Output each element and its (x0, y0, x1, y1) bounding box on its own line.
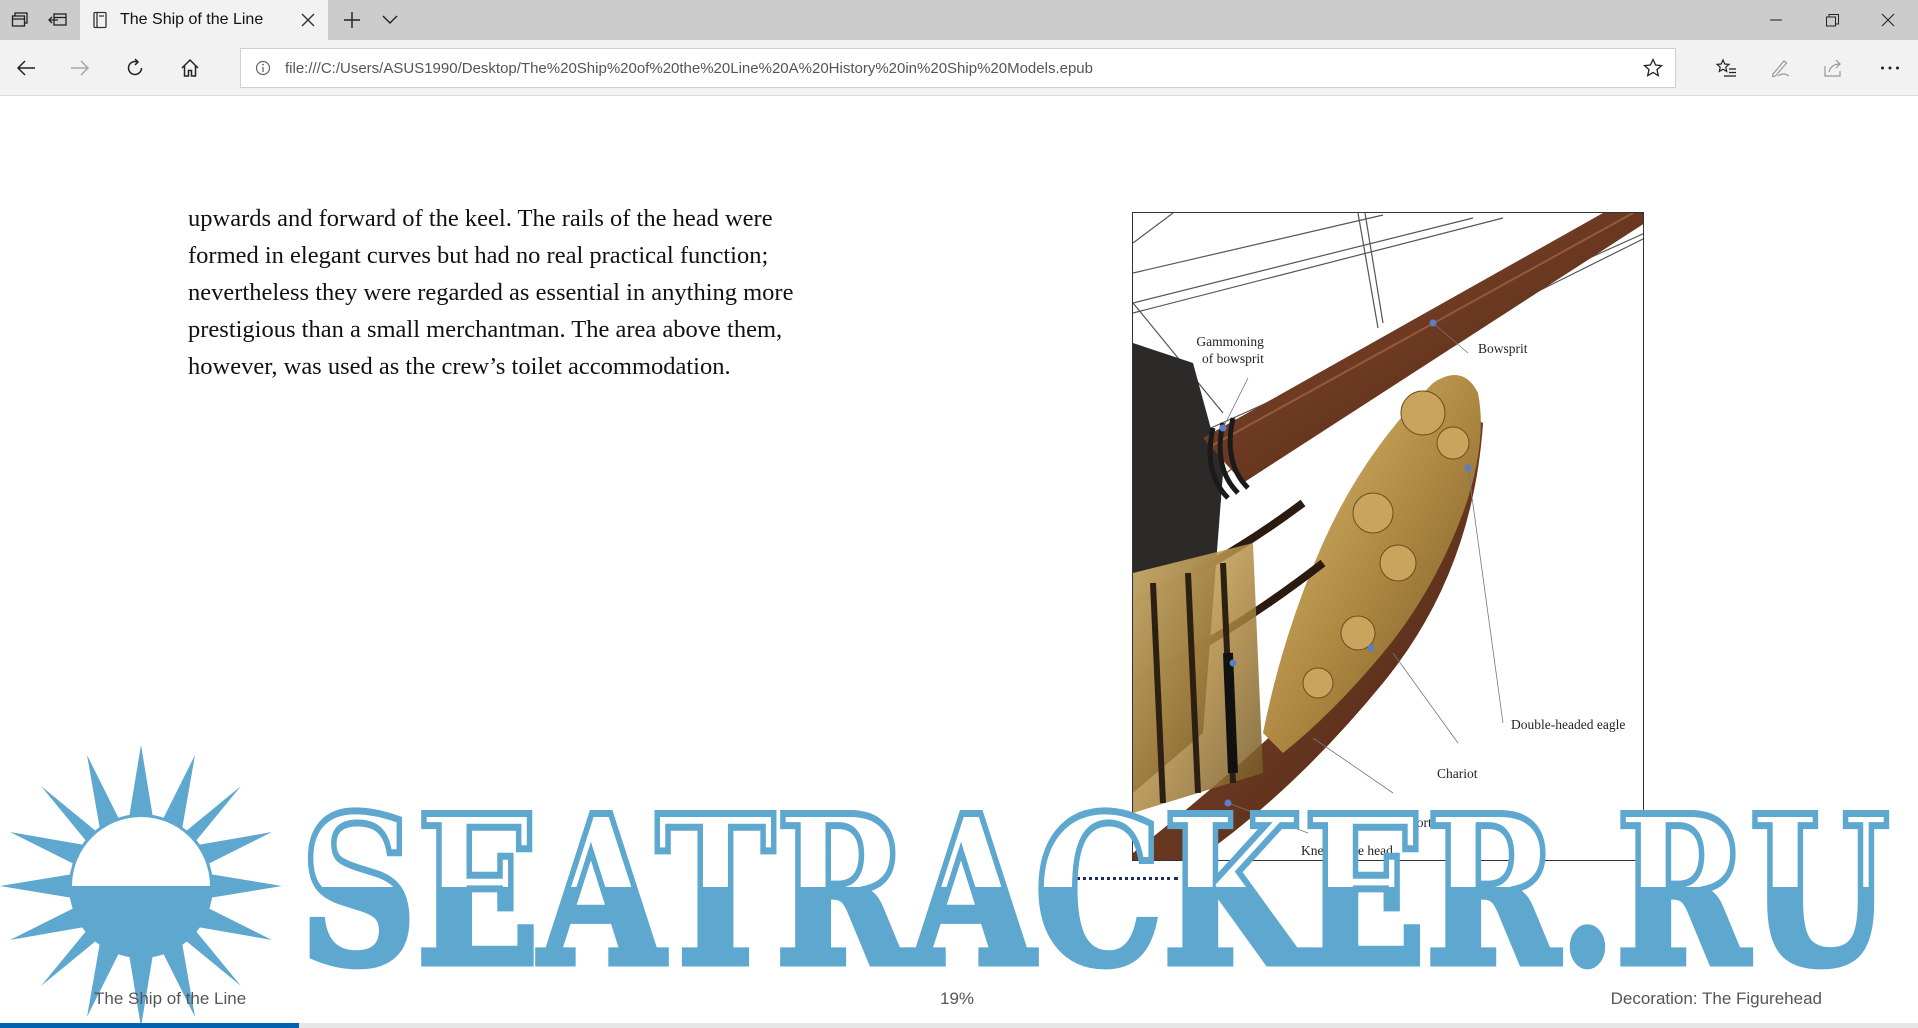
arrow-right-icon (70, 59, 90, 77)
footer-book-title: The Ship of the Line (94, 989, 247, 1008)
navigation-bar (0, 40, 1918, 96)
tabs-aside-icon (11, 11, 29, 29)
url-text[interactable]: file:///C:/Users/ASUS1990/Desktop/The%20Ship%20of%20the%20Line%20A%20History%20in%20Ship%20Models.epub (285, 59, 1093, 77)
more-button[interactable] (1870, 48, 1910, 88)
set-aside-tabs-icon (48, 11, 68, 29)
address-bar[interactable] (240, 48, 1676, 88)
tab-the-ship-of-the-line[interactable] (80, 0, 328, 40)
book-icon (80, 0, 120, 40)
plus-icon (343, 11, 361, 29)
seatracker-watermark (300, 798, 1900, 973)
close-window-button[interactable] (1860, 0, 1916, 40)
footer-progress-percent: 19% (940, 989, 975, 1008)
minimize-button[interactable] (1748, 0, 1804, 40)
ellipsis-icon (1880, 66, 1900, 70)
favorites-button[interactable] (1706, 48, 1746, 88)
forward-button[interactable] (60, 48, 100, 88)
callout-gammoning (1194, 333, 1264, 367)
figurehead-illustration (1132, 212, 1644, 861)
book-paragraph: upwards and forward of the keel. The rails of the head were formed in elegant curves but had no real practical function; nevertheless they were regarded as essential in anything more prestigious than a small merchantman. The area above them, however, was used as the crew’s toilet accommodation. (188, 205, 794, 380)
share-button[interactable] (1814, 48, 1854, 88)
arrow-left-icon (16, 59, 36, 77)
callout-chariot: Chariot (1437, 766, 1478, 781)
add-favorite-button[interactable] (1631, 58, 1675, 78)
refresh-button[interactable] (115, 48, 155, 88)
notes-button[interactable] (1760, 48, 1800, 88)
sun-logo-icon (0, 745, 282, 1027)
callout-knee-of-the-head: Knee of the head (1301, 843, 1393, 858)
minimize-icon (1770, 19, 1782, 21)
pen-icon (1769, 58, 1791, 78)
info-icon[interactable] (241, 60, 285, 76)
star-icon (1643, 58, 1663, 78)
callout-gammoning-line1: Gammoning (1196, 334, 1264, 349)
back-button[interactable] (6, 48, 46, 88)
callout-supporters: Supporters (1389, 815, 1448, 830)
favorites-list-icon (1715, 58, 1737, 78)
reading-progress-fill (0, 1023, 299, 1028)
restore-tabs-button[interactable] (38, 0, 78, 40)
watermark-text: SEATRACKER.RU (300, 798, 1890, 973)
tab-list-button[interactable] (370, 0, 410, 40)
refresh-icon (125, 58, 145, 78)
callout-double-headed-eagle: Double-headed eagle (1511, 717, 1626, 732)
callout-bowsprit: Bowsprit (1478, 341, 1528, 356)
close-icon (1881, 13, 1895, 27)
tabs-aside-button[interactable] (0, 0, 40, 40)
restore-icon (1826, 14, 1839, 27)
footer-chapter-title: Decoration: The Figurehead (1610, 989, 1822, 1008)
share-icon (1823, 58, 1845, 78)
home-icon (180, 58, 200, 78)
chevron-down-icon (382, 15, 398, 25)
home-button[interactable] (170, 48, 210, 88)
ship-bow-illustration (1133, 213, 1644, 861)
tab-strip (0, 0, 1918, 40)
restore-button[interactable] (1804, 0, 1860, 40)
new-tab-button[interactable] (332, 0, 372, 40)
tab-title: The Ship of the Line (120, 11, 264, 28)
close-tab-button[interactable] (288, 0, 328, 40)
callout-gammoning-line2: of bowsprit (1202, 351, 1264, 366)
close-icon (301, 13, 315, 27)
reading-progress-bar[interactable] (0, 1023, 1918, 1028)
